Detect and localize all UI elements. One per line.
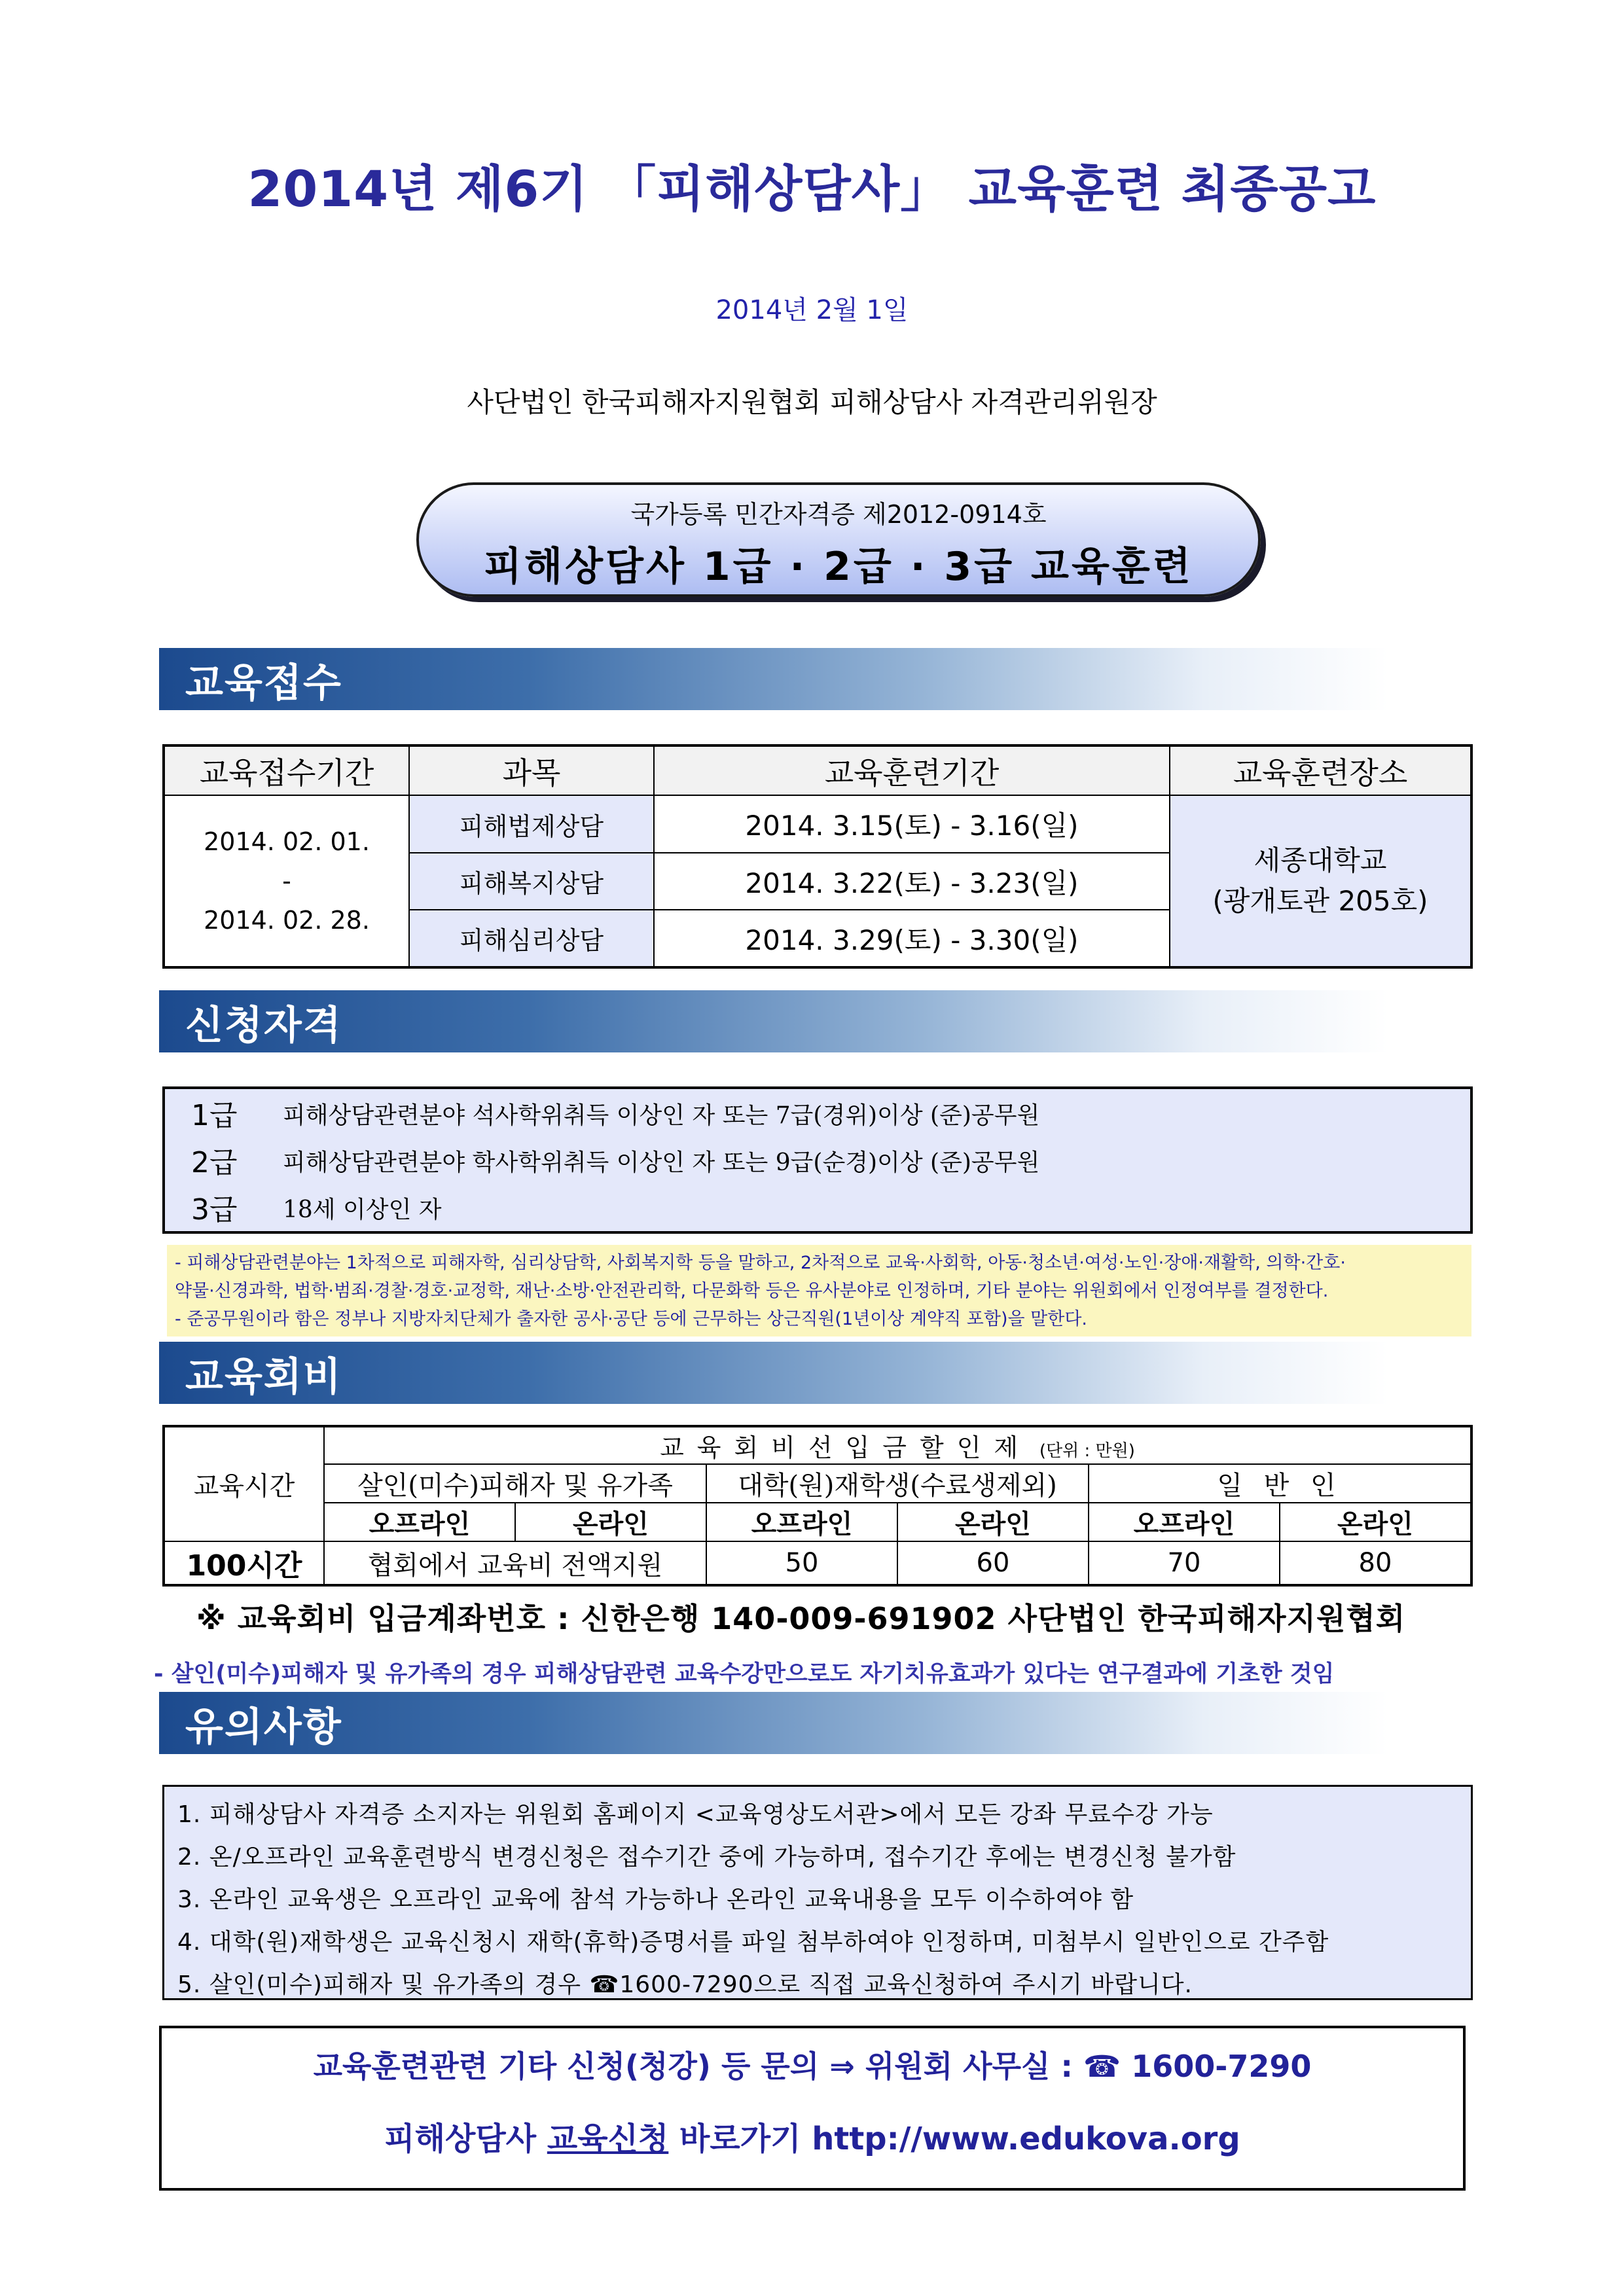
- mode-header: 온라인: [1280, 1503, 1471, 1541]
- header-cell: 교육훈련장소: [1170, 745, 1471, 795]
- contact-box: [159, 2026, 1466, 2191]
- subject-cell: 피해심리상담: [409, 910, 654, 967]
- website-link[interactable]: 바로가기 http://www.edukova.org: [679, 2121, 1240, 2157]
- mode-header: 오프라인: [1089, 1503, 1280, 1541]
- fee-table: [162, 1425, 1473, 1587]
- hours-header: 교육시간: [164, 1426, 324, 1541]
- level-requirement: 피해상담관련분야 석사학위취득 이상인 자 또는 7급(경위)이상 (준)공무원: [283, 1102, 1040, 1129]
- mode-header: 오프라인: [706, 1503, 897, 1541]
- level-label: 3급: [191, 1193, 238, 1227]
- dates-cell: 2014. 3.29(토) - 3.30(일): [654, 910, 1170, 967]
- fee-value: 60: [897, 1541, 1089, 1585]
- section-header-caution: [159, 1692, 1388, 1754]
- page-title: 2014년 제6기 「피해상담사」 교육훈련 최종공고: [247, 160, 1377, 218]
- announcement-date: 2014년 2월 1일: [715, 295, 909, 325]
- caution-item: 3. 온라인 교육생은 오프라인 교육에 참석 가능하나 온라인 교육내용을 모두 이수하여야 함: [177, 1886, 1134, 1913]
- course-title: 피해상담사 1급 · 2급 · 3급 교육훈련: [484, 544, 1193, 590]
- qualification-box: [162, 1086, 1473, 1234]
- header-cell: 교육훈련기간: [654, 745, 1170, 795]
- section-title: 교육접수: [185, 660, 342, 706]
- level-requirement: 18세 이상인 자: [283, 1196, 442, 1223]
- level-label: 2급: [191, 1146, 238, 1179]
- apply-link-line: 피해상담사 교육신청 바로가기 http://www.edukova.org: [384, 2121, 1240, 2157]
- mode-header: 온라인: [515, 1503, 706, 1541]
- course-banner: [416, 482, 1261, 597]
- discount-header: 교육회비선입금할인제 (단위 : 만원): [324, 1426, 1471, 1464]
- section-header-reception: [159, 648, 1388, 710]
- fee-value: 50: [706, 1541, 897, 1585]
- caution-item: 4. 대학(원)재학생은 교육신청시 재학(휴학)증명서를 파일 첨부하여야 인정하며, 미첨부시 일반인으로 간주함: [177, 1929, 1329, 1956]
- note-line: - 준공무원이라 함은 정부나 지방자치단체가 출자한 공사·공단 등에 근무하는 상근직원(1년이상 계약직 포함)을 말한다.: [175, 1309, 1087, 1329]
- fee-value: 80: [1280, 1541, 1471, 1585]
- research-note: - 살인(미수)피해자 및 유가족의 경우 피해상담관련 교육수강만으로도 자기치유효과가 있다는 연구결과에 기초한 것임: [154, 1661, 1335, 1687]
- note-line: 약물·신경과학, 법학·범죄·경찰·경호·교정학, 재난·소방·안전관리학, 다문화학 등은 유사분야로 인정하며, 기타 분야는 위원회에서 인정여부를 결정한다.: [175, 1281, 1329, 1301]
- note-line: - 피해상담관련분야는 1차적으로 피해자학, 심리상담학, 사회복지학 등을 말하고, 2차적으로 교육·사회학, 아동·청소년·여성·노인·장애·재활학, 의학·간호·: [175, 1253, 1346, 1273]
- reception-table: [162, 744, 1473, 969]
- caution-item: 5. 살인(미수)피해자 및 유가족의 경우 ☎1600-7290으로 직접 교육신청하여 주시기 바랍니다.: [177, 1971, 1193, 1998]
- qualification-row: [165, 1186, 1470, 1233]
- issuer: 사단법인 한국피해자지원협회 피해상담사 자격관리위원장: [467, 386, 1157, 418]
- group-header: 일 반 인: [1089, 1464, 1471, 1503]
- inquiry-line: 교육훈련관련 기타 신청(청강) 등 문의 ⇒ 위원회 사무실 : ☎ 1600-7290: [313, 2049, 1312, 2084]
- fee-value: 70: [1089, 1541, 1280, 1585]
- section-title: 교육회비: [185, 1354, 342, 1400]
- group-header: 살인(미수)피해자 및 유가족: [324, 1464, 706, 1503]
- registration-number: 국가등록 민간자격증 제2012-0914호: [630, 500, 1047, 529]
- section-header-fee: [159, 1342, 1388, 1404]
- apply-link[interactable]: 교육신청: [547, 2121, 669, 2157]
- hours-value: 100시간: [164, 1541, 324, 1585]
- qualification-row: [165, 1092, 1470, 1139]
- section-header-qualification: [159, 990, 1388, 1052]
- section-title: 유의사항: [185, 1704, 342, 1750]
- dates-cell: 2014. 3.15(토) - 3.16(일): [654, 795, 1170, 853]
- level-label: 1급: [191, 1099, 238, 1132]
- section-title: 신청자격: [185, 1003, 342, 1049]
- victim-support: 협회에서 교육비 전액지원: [324, 1541, 706, 1585]
- caution-item: 1. 피해상담사 자격증 소지자는 위원회 홈페이지 <교육영상도서관>에서 모든 강좌 무료수강 가능: [177, 1801, 1214, 1828]
- level-requirement: 피해상담관련분야 학사학위취득 이상인 자 또는 9급(순경)이상 (준)공무원: [283, 1149, 1040, 1176]
- header-cell: 과목: [409, 745, 654, 795]
- subject-cell: 피해복지상담: [409, 853, 654, 910]
- caution-item: 2. 온/오프라인 교육훈련방식 변경신청은 접수기간 중에 가능하며, 접수기간 후에는 변경신청 불가함: [177, 1844, 1236, 1871]
- dates-cell: 2014. 3.22(토) - 3.23(일): [654, 853, 1170, 910]
- qualification-row: [165, 1139, 1470, 1186]
- header-cell: 교육접수기간: [164, 745, 409, 795]
- training-place: 세종대학교 (광개토관 205호): [1170, 795, 1471, 967]
- reception-period: 2014. 02. 01. - 2014. 02. 28.: [164, 795, 409, 967]
- mode-header: 오프라인: [324, 1503, 515, 1541]
- group-header: 대학(원)재학생(수료생제외): [706, 1464, 1089, 1503]
- bank-account: ※ 교육회비 입금계좌번호 : 신한은행 140-009-691902 사단법인 한국피해자지원협회: [196, 1601, 1406, 1636]
- qualification-notes: [167, 1245, 1471, 1336]
- caution-box: [162, 1785, 1473, 2000]
- subject-cell: 피해법제상담: [409, 795, 654, 853]
- mode-header: 온라인: [897, 1503, 1089, 1541]
